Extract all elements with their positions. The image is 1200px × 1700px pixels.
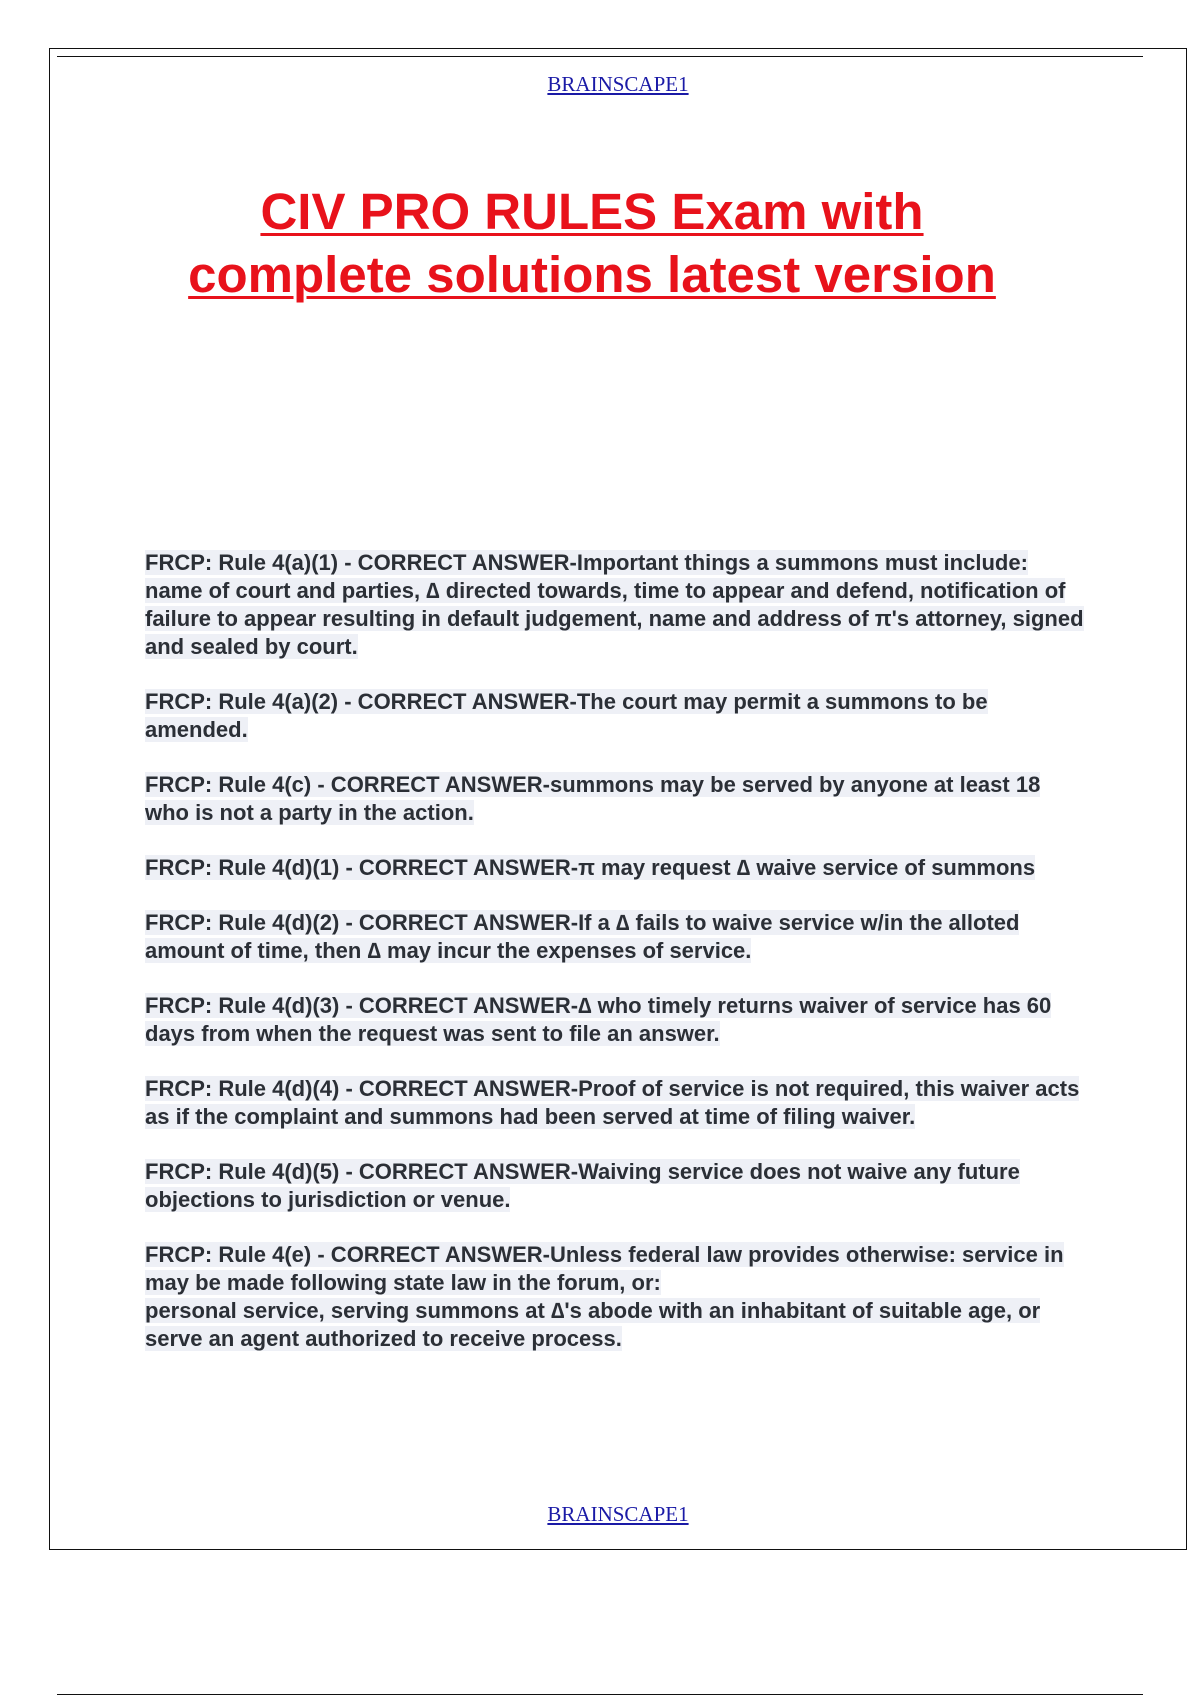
footer-brainscape-link[interactable]: BRAINSCAPE1 (547, 1502, 689, 1526)
qa-answer: summons may be served by anyone at least 18 who is not a party in the action. (145, 772, 1041, 825)
qa-separator: - CORRECT ANSWER- (311, 1242, 550, 1267)
qa-separator: - CORRECT ANSWER- (339, 993, 579, 1018)
qa-question: FRCP: Rule 4(c) (145, 772, 312, 797)
top-rule (57, 56, 1143, 57)
qa-item (145, 1241, 1085, 1353)
qa-line (145, 1297, 1085, 1353)
qa-item (145, 1075, 1085, 1131)
qa-separator: - CORRECT ANSWER- (338, 550, 577, 575)
qa-question: FRCP: Rule 4(d)(5) (145, 1159, 340, 1184)
qa-answer: Unless federal law provides otherwise: service in may be made following state law in the forum, or: (145, 1242, 1064, 1295)
qa-question: FRCP: Rule 4(d)(2) (145, 910, 340, 935)
qa-line (145, 1241, 1085, 1297)
title-line-1: CIV PRO RULES Exam with (260, 183, 924, 240)
header-brainscape-link[interactable]: BRAINSCAPE1 (547, 72, 689, 96)
qa-item (145, 909, 1085, 965)
next-page-top-rule (57, 1694, 1143, 1695)
qa-separator: - CORRECT ANSWER- (339, 1159, 579, 1184)
qa-line (145, 549, 1085, 577)
qa-question: FRCP: Rule 4(e) (145, 1242, 312, 1267)
qa-question: FRCP: Rule 4(a)(1) (145, 550, 339, 575)
qa-item (145, 688, 1085, 744)
title-line-2: complete solutions latest version (188, 246, 996, 303)
qa-question: FRCP: Rule 4(d)(4) (145, 1076, 340, 1101)
qa-answer: π may request ∆ waive service of summons (578, 855, 1036, 880)
qa-answer: The court may permit a summons to be amended. (145, 689, 988, 742)
qa-answer: Proof of service is not required, this waiver acts as if the complaint and summons had been served at time of filing waiver. (145, 1076, 1080, 1129)
qa-question: FRCP: Rule 4(d)(1) (145, 855, 340, 880)
qa-separator: - CORRECT ANSWER- (338, 689, 577, 714)
qa-answer: Important things a summons must include: (576, 550, 1028, 575)
qa-answer: name of court and parties, ∆ directed towards, time to appear and defend, notification of failure to appear resulting in default judgement, name and address of π's attorney, signed and sealed by court. (145, 578, 1084, 659)
qa-separator: - CORRECT ANSWER- (339, 910, 579, 935)
qa-item (145, 771, 1085, 827)
qa-item (145, 854, 1085, 882)
qa-list (145, 549, 1085, 1380)
document-title (130, 180, 1054, 306)
qa-separator: - CORRECT ANSWER- (311, 772, 550, 797)
qa-line (145, 577, 1085, 661)
qa-answer: If a ∆ fails to waive service w/in the alloted amount of time, then ∆ may incur the expenses of service. (145, 910, 1020, 963)
qa-item (145, 1158, 1085, 1214)
qa-question: FRCP: Rule 4(a)(2) (145, 689, 339, 714)
qa-question: FRCP: Rule 4(d)(3) (145, 993, 340, 1018)
qa-answer: personal service, serving summons at ∆'s abode with an inhabitant of suitable age, or serve an agent authorized to receive process. (145, 1298, 1041, 1351)
qa-item (145, 549, 1085, 661)
qa-separator: - CORRECT ANSWER- (339, 1076, 579, 1101)
qa-answer: ∆ who timely returns waiver of service has 60 days from when the request was sent to file an answer. (145, 993, 1052, 1046)
qa-item (145, 992, 1085, 1048)
qa-answer: Waiving service does not waive any future objections to jurisdiction or venue. (145, 1159, 1020, 1212)
qa-separator: - CORRECT ANSWER- (339, 855, 579, 880)
